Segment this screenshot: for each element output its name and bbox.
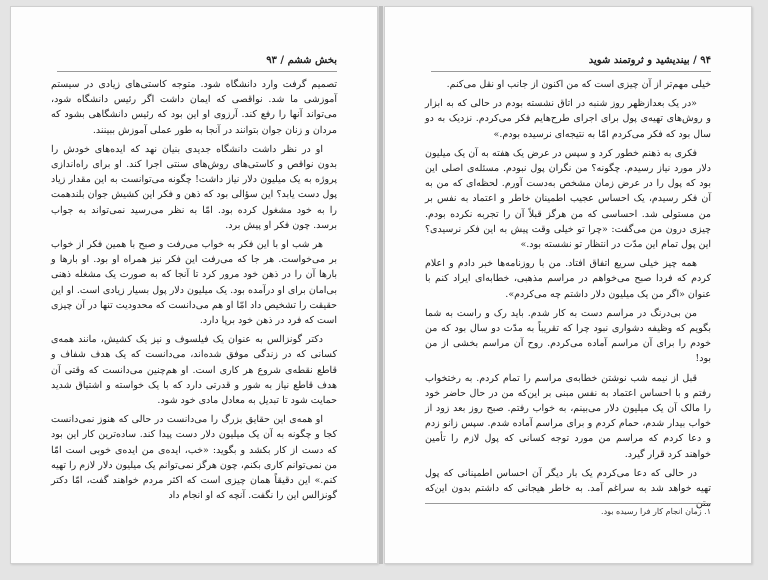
paragraph: در حالی که دعا می‌کردم یک بار دیگر آن احساس اطمینانی که پول تهیه خواهد شد به سراغم آمد. به خاطر هیجانی که داشتم بدون این‌که متن	[425, 467, 711, 510]
paragraph: هر شب او با این فکر به خواب می‌رفت و صبح با همین فکر از خواب بر می‌خواست. هر جا که می‌رفت این فکر نیز همراه او بود. او بارها و بارها آن را در ذهن خود مرور کرد تا آنجا که به صورت یک مشغله ذهنی بی‌امان برای او درآمده بود. یک میلیون دلار پول بسیار زیادی است. او این حقیقت را تشخیص داد امّا او هم می‌دانست که محدودیت تنها در آن چیزی است که فرد در ذهن خود برپا دارد.	[51, 239, 337, 327]
paragraph: همه چیز خیلی سریع اتفاق افتاد. من با روزنامه‌ها خبر دادم و اعلام کردم که فردا صبح می‌خواهم در مراسم مذهبی، خطابه‌ای ایراد کنم با عنوان «اگر من یک میلیون دلار داشتم چه می‌کردم».	[425, 258, 711, 300]
paragraph: او همه‌ی این حقایق بزرگ را می‌دانست در حالی که هنوز نمی‌دانست کجا و چگونه به آن یک میلیون دلار دست پیدا کند. ساده‌ترین کار این بود که دست از کار بکشد و بگوید: «خب، ایده‌ی من ایده‌ی خوبی است امّا من نمی‌توانم کاری بکنم، چون هرگز نمی‌توانم یک میلیون دلار لازم را تهیه کنم.» این دقیقاً همان چیزی است که اکثر مردم خواهند گفت، امّا دکتر گونزالس این را نگفت. آنچه که او انجام داد	[51, 414, 337, 502]
right-page-body	[425, 77, 711, 515]
paragraph: خیلی مهم‌تر از آن چیزی است که من اکنون از جانب او نقل می‌کنم.	[446, 79, 711, 90]
paragraph: «در یک بعدازظهر روز شنبه در اتاق نشسته بودم در حالی که به ابزار و روش‌های تهیه‌ی پول برای اجرای طرح‌هایم فکر می‌کردم. نزدیک به دو سال بود که فکر می‌کردم امّا به نتیجه‌ای نرسیده بودم.»	[425, 98, 711, 140]
paragraph: قبل از نیمه شب نوشتن خطابه‌ی مراسم را تمام کردم. به رختخواب رفتم و با احساس اعتماد به نفس مبنی بر این‌که من در حال حاضر خود را مالک آن یک میلیون دلار می‌بینم، به خواب رفتم. صبح روز بعد زود از خواب بیدار شدم، حمام کردم و برای مراسم آماده شدم. سپس زانو زدم و دعا کردم که مراسم من مورد توجه کسانی که پول لازم را تأمین خواهند کرد قرار گیرد.	[425, 372, 711, 460]
paragraph: فکری به ذهنم خطور کرد و سپس در عرض یک هفته به آن یک میلیون دلار مورد نیاز رسیدم. چگونه؟ من نگران پول نبودم. مسئله‌ی اصلی این بود که پول را در عرض زمان مشخص به‌دست آورم. لحظه‌ای که من به آن فکر رسیدم، یک احساس عجیب اطمینان خاطر و اعتماد به نفس بر من مستولی شد. احساسی که من هرگز قبلاً آن را تجربه نکرده بودم. چیزی درون من می‌گفت: «چرا تو خیلی وقت پیش به این فکر نرسیدی؟ این پول تمام این مدّت در انتظار تو نشسته بود.»	[425, 147, 711, 251]
book-gutter	[379, 6, 383, 564]
left-page	[10, 6, 378, 564]
paragraph: دکتر گونزالس به عنوان یک فیلسوف و نیز یک کشیش، مانند همه‌ی کسانی که در زندگی موفق شده‌اند، می‌دانست که یک هدف شفاف و قاطع نقطه‌ی شروع هر کاری است. او هم‌چنین می‌دانست که وقتی آن هدف قاطع نیاز به شور و قدرتی دارد که با یک خواسته و اشتیاق شدید حمایت شود تا تبدیل به معادل مادی خود شود.	[51, 334, 337, 407]
chapter-title: بخش ششم / ۹۳	[266, 55, 337, 66]
left-page-header	[57, 55, 337, 72]
footnote: ۱. زمان انجام کار فرا رسیده بود.	[425, 503, 711, 516]
paragraph: او در نظر داشت دانشگاه جدیدی بنیان نهد که ایده‌های خودش را بدون نواقص و کاستی‌های روش‌های سنتی اجرا کند. او برای راه‌اندازی پروژه به یک میلیون دلار نیاز داشت! چگونه می‌توانست به این مقدار زیاد پول دست یابد؟ این سؤالی بود که ذهن و فکر این کشیش جوان بلندهمت را به خود مشغول کرده بود. امّا به نظر می‌رسید نمی‌تواند به جواب برسد. چون فکر او پیش برد.	[51, 143, 337, 231]
right-page-header	[431, 55, 711, 72]
right-page	[384, 6, 752, 564]
running-title: ۹۴ / بیندیشید و ثروتمند شوید	[588, 55, 711, 66]
left-page-body	[51, 77, 337, 507]
paragraph: من بی‌درنگ در مراسم دست به کار شدم. باید رک و راست به شما بگویم که وظیفه دشواری نبود چرا که تقریباً به مدّت دو سال بود که من خودم را برای آن مراسم آماده می‌کردم. روح آن مراسم بخشی از من بود!	[425, 307, 711, 365]
paragraph: تصمیم گرفت وارد دانشگاه شود. متوجه کاستی‌های زیادی در سیستم آموزشی ما شد. نواقصی که ایمان داشت اگر رئیس دانشگاه شود، می‌تواند آنها را رفع کند. آرزوی او این بود که رئیس دانشگاهی بشود که مردان و زنان جوان بتوانند در آنجا به طور عملی آموزش ببینند.	[51, 79, 337, 136]
